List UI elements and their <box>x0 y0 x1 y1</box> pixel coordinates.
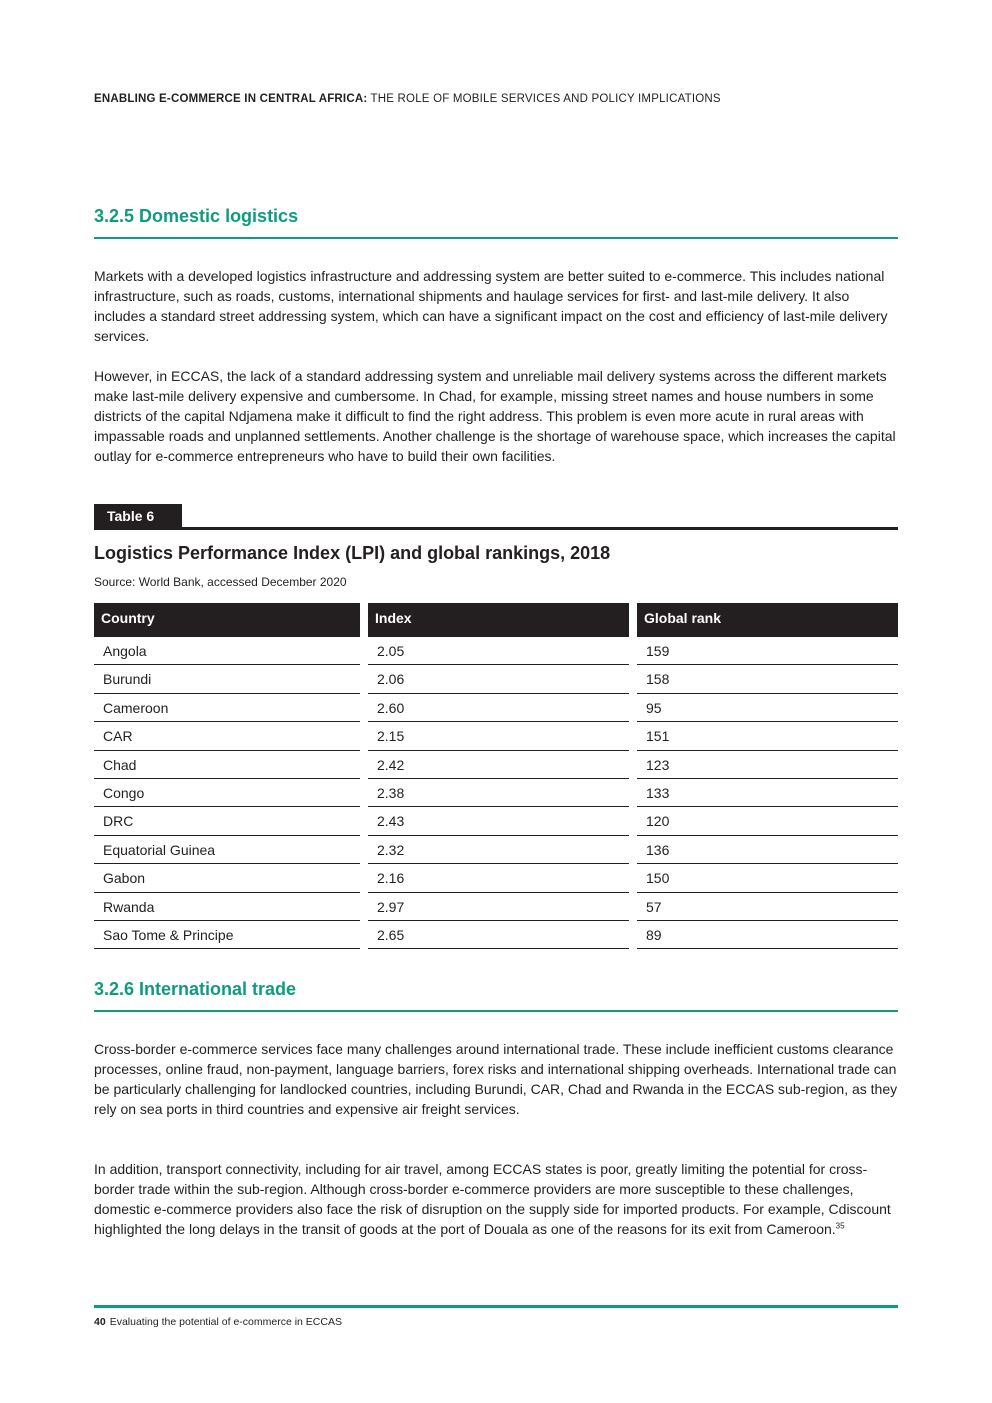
page-number: 40 <box>94 1316 106 1328</box>
section-heading-international-trade: 3.2.6 International trade <box>94 979 297 999</box>
table-source: Source: World Bank, accessed December 2020 <box>94 575 347 589</box>
paragraph-text: In addition, transport connectivity, including for air travel, among ECCAS states is poor, greatly limiting the potential for cross-border trade within the sub-region. Although cross-border e-commerce providers are more susceptible to these challenges, domestic e-commerce providers also face the risk of disruption on the supply side for imported products. For example, Cdiscount highlighted the long delays in the transit of goods at the port of Douala as one of the reasons for its exit from Cameroon. <box>94 1161 891 1237</box>
running-header <box>94 93 721 105</box>
page-footer <box>94 1316 342 1328</box>
column-header-country: Country <box>94 603 360 637</box>
index-cell: 2.32 <box>368 836 629 864</box>
paragraph: Markets with a developed logistics infrastructure and addressing system are better suited to e-commerce. This includes national infrastructure, such as roads, customs, international shipments and haulage services for first- and last-mile delivery. It also includes a standard street addressing system, which can have a significant impact on the cost and efficiency of last-mile delivery services. <box>94 268 888 344</box>
country-cell: Chad <box>94 751 360 779</box>
footer-text: Evaluating the potential of e-commerce in ECCAS <box>109 1316 342 1328</box>
country-cell: Sao Tome & Principe <box>94 921 360 949</box>
index-cell: 2.16 <box>368 864 629 892</box>
rank-cell: 136 <box>637 836 898 864</box>
column-header-index: Index <box>368 603 629 637</box>
country-cell: Equatorial Guinea <box>94 836 360 864</box>
index-cell: 2.43 <box>368 807 629 835</box>
country-cell: DRC <box>94 807 360 835</box>
table-rule <box>94 527 898 530</box>
paragraph-with-footnote <box>94 1159 898 1239</box>
section-rule <box>94 237 898 239</box>
rank-cell: 133 <box>637 779 898 807</box>
running-header-bold: ENABLING E-COMMERCE IN CENTRAL AFRICA: <box>94 93 368 105</box>
footnote-reference[interactable]: 35 <box>835 1221 845 1231</box>
country-cell: Burundi <box>94 665 360 693</box>
rank-cell: 120 <box>637 807 898 835</box>
section-heading-domestic-logistics: 3.2.5 Domestic logistics <box>94 206 299 226</box>
rank-cell: 57 <box>637 893 898 921</box>
index-cell: 2.38 <box>368 779 629 807</box>
table-column-index <box>368 603 629 949</box>
table-column-country <box>94 603 360 949</box>
rank-cell: 151 <box>637 722 898 750</box>
rank-cell: 150 <box>637 864 898 892</box>
table-label: Table 6 <box>94 504 182 528</box>
paragraph: Cross-border e-commerce services face many challenges around international trade. These include inefficient customs clearance processes, online fraud, non-payment, language barriers, forex risks and international shipping overheads. International trade can be particularly challenging for landlocked countries, including Burundi, CAR, Chad and Rwanda in the ECCAS sub-region, as they rely on sea ports in third countries and expensive air freight services. <box>94 1041 898 1117</box>
running-header-rest: THE ROLE OF MOBILE SERVICES AND POLICY IMPLICATIONS <box>367 93 721 105</box>
column-header-global-rank: Global rank <box>637 603 898 637</box>
country-cell: CAR <box>94 722 360 750</box>
section-rule <box>94 1010 898 1012</box>
country-cell: Cameroon <box>94 694 360 722</box>
index-cell: 2.97 <box>368 893 629 921</box>
index-cell: 2.60 <box>368 694 629 722</box>
table-title: Logistics Performance Index (LPI) and global rankings, 2018 <box>94 543 611 563</box>
rank-cell: 123 <box>637 751 898 779</box>
rank-cell: 159 <box>637 637 898 665</box>
paragraph: However, in ECCAS, the lack of a standard addressing system and unreliable mail delivery systems across the different markets make last-mile delivery expensive and cumbersome. In Chad, for example, missing street names and house numbers in some districts of the capital Ndjamena make it difficult to find the right address. This problem is even more acute in rural areas with impassable roads and unplanned settlements. Another challenge is the shortage of warehouse space, which increases the capital outlay for e-commerce entrepreneurs who have to build their own facilities. <box>94 368 896 464</box>
index-cell: 2.05 <box>368 637 629 665</box>
country-cell: Angola <box>94 637 360 665</box>
country-cell: Rwanda <box>94 893 360 921</box>
country-cell: Gabon <box>94 864 360 892</box>
rank-cell: 158 <box>637 665 898 693</box>
footer-rule <box>94 1305 898 1308</box>
index-cell: 2.06 <box>368 665 629 693</box>
country-cell: Congo <box>94 779 360 807</box>
index-cell: 2.65 <box>368 921 629 949</box>
rank-cell: 95 <box>637 694 898 722</box>
rank-cell: 89 <box>637 921 898 949</box>
table-column-global-rank <box>637 603 898 949</box>
index-cell: 2.15 <box>368 722 629 750</box>
index-cell: 2.42 <box>368 751 629 779</box>
